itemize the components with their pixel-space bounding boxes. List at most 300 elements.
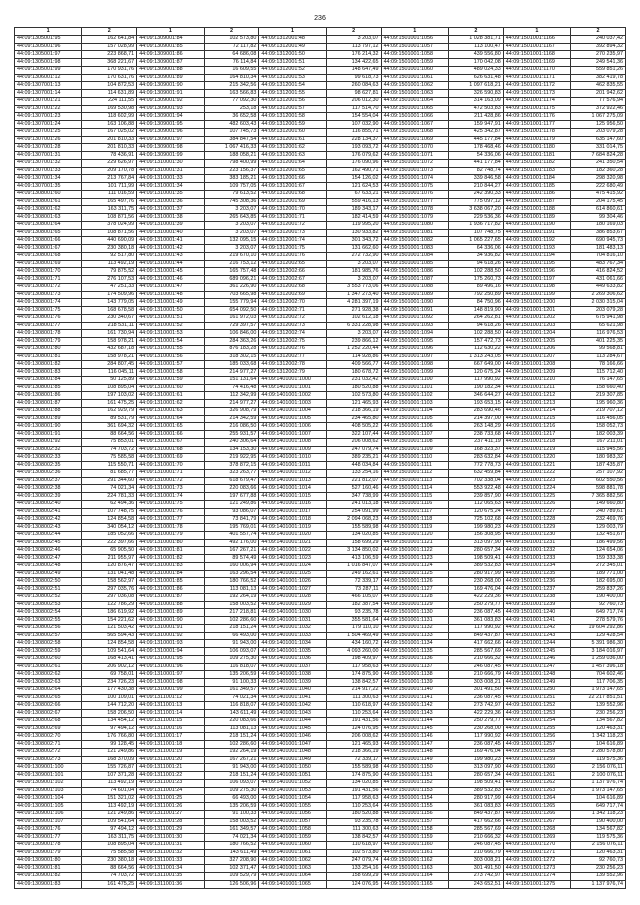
- cadastral-number-cell: 44:09:1308002:32: [15, 446, 82, 454]
- cadastral-number-cell: 44:09:1311001:19: [137, 748, 204, 756]
- cadastral-value-cell: 113 081,13: [204, 586, 259, 594]
- cadastral-value-cell: 158 660,40: [571, 384, 626, 392]
- table-row: [15, 423, 626, 431]
- cadastral-value-table: [14, 27, 626, 889]
- cadastral-value-cell: 361 083,83: [448, 803, 503, 811]
- table-row: [15, 152, 626, 160]
- cadastral-value-cell: 416 824,52: [571, 268, 626, 276]
- cadastral-value-cell: 118 602,99: [82, 113, 137, 121]
- table-row: [15, 400, 626, 408]
- cadastral-number-cell: 44:09:1312001:70: [259, 206, 326, 214]
- cadastral-value-cell: 1 252 220,44: [326, 345, 381, 353]
- cadastral-value-cell: 155 589,98: [326, 764, 381, 772]
- cadastral-number-cell: 44:09:1309001:97: [137, 136, 204, 144]
- cadastral-value-cell: 199 980,23: [448, 756, 503, 764]
- cadastral-number-cell: 44:09:1501001:1122: [381, 547, 448, 555]
- cadastral-number-cell: 44:09:1501001:1237: [503, 586, 570, 594]
- cadastral-number-cell: 44:09:1308002:55: [15, 617, 82, 625]
- cadastral-number-cell: 44:09:1501001:1274: [503, 872, 570, 880]
- cadastral-value-cell: 139 552,96: [571, 872, 626, 880]
- cadastral-number-cell: 44:09:1312001:65: [259, 167, 326, 175]
- cadastral-value-cell: 472 503,83: [448, 105, 503, 113]
- cadastral-value-cell: 482 603,43: [204, 121, 259, 129]
- cadastral-value-cell: 111 016,59: [82, 190, 137, 198]
- cadastral-value-cell: 649 717,74: [571, 609, 626, 617]
- cadastral-value-cell: 159 333,38: [571, 555, 626, 563]
- cadastral-value-cell: 169 476,04: [448, 586, 503, 594]
- cadastral-value-cell: 220 083,66: [204, 485, 259, 493]
- cadastral-number-cell: 44:09:1310001:65: [137, 423, 204, 431]
- cadastral-value-cell: 249 541,36: [571, 59, 626, 67]
- cadastral-value-cell: 182 414,59: [326, 214, 381, 222]
- cadastral-value-cell: 54 336,06: [448, 152, 503, 160]
- table-row: [15, 617, 626, 625]
- cadastral-number-cell: 44:09:1501001:1212: [503, 392, 570, 400]
- cadastral-number-cell: 44:09:1501001:1147: [381, 741, 448, 749]
- cadastral-value-cell: 120 463,31: [571, 849, 626, 857]
- cadastral-value-cell: 109 541,64: [82, 648, 137, 656]
- cadastral-number-cell: 44:09:1401001:1026: [259, 578, 326, 586]
- cadastral-value-cell: 318 302,15: [204, 353, 259, 361]
- cadastral-value-cell: 163 296,54: [204, 570, 259, 578]
- cadastral-value-cell: 462 835,55: [571, 82, 626, 90]
- cadastral-number-cell: 44:09:1308002:54: [15, 609, 82, 617]
- cadastral-number-cell: 44:09:1501001:1124: [381, 562, 448, 570]
- cadastral-value-cell: 313 097,90: [448, 764, 503, 772]
- cadastral-value-cell: 177 430,38: [82, 686, 137, 694]
- cadastral-number-cell: 44:09:1309001:105: [15, 803, 82, 811]
- cadastral-value-cell: 168 413,41: [82, 655, 137, 663]
- cadastral-number-cell: 44:09:1309001:76: [15, 826, 82, 834]
- cadastral-number-cell: 44:09:1501001:1080: [381, 221, 448, 229]
- cadastral-number-cell: 44:09:1501001:1203: [503, 322, 570, 330]
- cadastral-number-cell: 44:09:1501001:1240: [503, 609, 570, 617]
- cadastral-value-cell: 298 320,98: [571, 175, 626, 183]
- table-row: [15, 748, 626, 756]
- cadastral-number-cell: 44:09:1401001:1065: [259, 880, 326, 889]
- cadastral-value-cell: 158 978,21: [82, 338, 137, 346]
- cadastral-number-cell: 44:09:1501001:1070: [381, 144, 448, 152]
- cadastral-number-cell: 44:09:1308001:79: [15, 338, 82, 346]
- cadastral-value-cell: 223 156,37: [204, 167, 259, 175]
- cadastral-value-cell: 98 627,81: [326, 90, 381, 98]
- cadastral-value-cell: 210 666,32: [448, 655, 503, 663]
- cadastral-value-cell: 191 431,56: [326, 717, 381, 725]
- cadastral-number-cell: 44:09:1312002:73: [259, 322, 326, 330]
- cadastral-number-cell: 44:09:1401001:1010: [259, 454, 326, 462]
- cadastral-value-cell: 126 506,96: [204, 880, 259, 889]
- cadastral-value-cell: 313 097,90: [448, 539, 503, 547]
- cadastral-number-cell: 44:09:1311001:25: [137, 795, 204, 803]
- cadastral-value-cell: 117 990,92: [448, 624, 503, 632]
- cadastral-value-cell: 168 370,09: [82, 756, 137, 764]
- cadastral-value-cell: 117 990,92: [448, 733, 503, 741]
- cadastral-value-cell: 466 105,07: [326, 593, 381, 601]
- cadastral-value-cell: 161 972,03: [204, 314, 259, 322]
- cadastral-number-cell: 44:09:1310001:35: [137, 190, 204, 198]
- cadastral-number-cell: 44:09:1401001:1024: [259, 562, 326, 570]
- cadastral-value-cell: 193 653,15: [448, 400, 503, 408]
- cadastral-value-cell: 191 431,56: [326, 787, 381, 795]
- cadastral-value-cell: 129 428,54: [571, 632, 626, 640]
- cadastral-value-cell: 675 941,98: [571, 314, 626, 322]
- table-row: [15, 369, 626, 377]
- cadastral-number-cell: 44:09:1501001:1262: [503, 779, 570, 787]
- cadastral-value-cell: 272 345,01: [571, 562, 626, 570]
- cadastral-number-cell: 44:09:1501001:1104: [381, 407, 448, 415]
- cadastral-value-cell: 229 626,97: [82, 159, 137, 167]
- cadastral-number-cell: 44:09:1312001:62: [259, 144, 326, 152]
- cadastral-value-cell: 1 067 416,33: [204, 144, 259, 152]
- cadastral-number-cell: 44:09:1308002:33: [15, 454, 82, 462]
- cadastral-number-cell: 44:09:1308002:50: [15, 578, 82, 586]
- cadastral-value-cell: 186 499,56: [571, 539, 626, 547]
- cadastral-value-cell: 3 184 016,97: [571, 648, 626, 656]
- cadastral-value-cell: 178 468,46: [448, 144, 503, 152]
- cadastral-number-cell: 44:09:1501001:1140: [381, 686, 448, 694]
- cadastral-number-cell: 44:09:1501001:1155: [381, 803, 448, 811]
- cadastral-number-cell: 44:09:1401001:1048: [259, 748, 326, 756]
- cadastral-value-cell: 92 760,73: [571, 857, 626, 865]
- cadastral-number-cell: 44:09:1310001:79: [137, 531, 204, 539]
- cadastral-value-cell: 102 573,80: [326, 849, 381, 857]
- cadastral-value-cell: 448 034,84: [326, 462, 381, 470]
- cadastral-number-cell: 44:09:1501001:1126: [381, 578, 448, 586]
- cadastral-number-cell: 44:09:1501001:1270: [503, 841, 570, 849]
- cadastral-number-cell: 44:09:1501001:1089: [381, 291, 448, 299]
- cadastral-number-cell: 44:09:1308001:69: [15, 260, 82, 268]
- cadastral-value-cell: 263 148,29: [448, 423, 503, 431]
- cadastral-number-cell: 44:09:1308002:36: [15, 469, 82, 477]
- cadastral-number-cell: 44:09:1311001:20: [137, 756, 204, 764]
- cadastral-value-cell: 1 973 147,65: [571, 787, 626, 795]
- table-row: [15, 338, 626, 346]
- cadastral-number-cell: 44:09:1307001:22: [15, 105, 82, 113]
- cadastral-number-cell: 44:09:1501001:1253: [503, 710, 570, 718]
- cadastral-value-cell: 179 110,10: [326, 624, 381, 632]
- cadastral-number-cell: 44:09:1501001:1251: [503, 694, 570, 702]
- cadastral-number-cell: 44:09:1501001:1165: [381, 880, 448, 889]
- cadastral-number-cell: 44:09:1401001:1059: [259, 834, 326, 842]
- cadastral-number-cell: 44:09:1501001:1173: [503, 90, 570, 98]
- table-row: [15, 508, 626, 516]
- cadastral-number-cell: 44:09:1501001:1263: [503, 787, 570, 795]
- cadastral-number-cell: 44:09:1501001:1163: [381, 865, 448, 873]
- cadastral-value-cell: 117 514,70: [326, 105, 381, 113]
- cadastral-number-cell: 44:09:1312001:73: [259, 229, 326, 237]
- cadastral-value-cell: 124 076,95: [326, 725, 381, 733]
- cadastral-number-cell: 44:09:1312002:74: [259, 330, 326, 338]
- cadastral-value-cell: 221 812,07: [326, 477, 381, 485]
- cadastral-number-cell: 44:09:1401001:1003: [259, 400, 326, 408]
- cadastral-number-cell: 44:09:1501001:1133: [381, 632, 448, 640]
- table-row: [15, 252, 626, 260]
- cadastral-number-cell: 44:09:1308001:89: [15, 415, 82, 423]
- cadastral-value-cell: 165 497,76: [82, 198, 137, 206]
- cadastral-value-cell: 372 922,46: [571, 105, 626, 113]
- cadastral-value-cell: 154 221,62: [82, 617, 137, 625]
- cadastral-value-cell: 132 095,15: [204, 237, 259, 245]
- cadastral-value-cell: 180 520,88: [326, 810, 381, 818]
- cadastral-number-cell: 44:09:1310001:60: [137, 384, 204, 392]
- cadastral-number-cell: 44:09:1310001:57: [137, 361, 204, 369]
- cadastral-value-cell: 257 107,92: [571, 469, 626, 477]
- cadastral-number-cell: 44:09:1310001:41: [137, 237, 204, 245]
- cadastral-value-cell: 219 922,95: [204, 454, 259, 462]
- cadastral-value-cell: 161 730,94: [82, 330, 137, 338]
- cadastral-number-cell: 44:09:1501001:1066: [381, 113, 448, 121]
- cadastral-number-cell: 44:09:1310001:62: [137, 400, 204, 408]
- cadastral-number-cell: 44:09:1501001:1087: [381, 276, 448, 284]
- cadastral-value-cell: 2 156 076,11: [571, 764, 626, 772]
- table-row: [15, 314, 626, 322]
- cadastral-number-cell: 44:09:1309001:101: [15, 772, 82, 780]
- table-row: [15, 276, 626, 284]
- cadastral-value-cell: 219 670,10: [204, 252, 259, 260]
- cadastral-number-cell: 44:09:1310001:37: [137, 206, 204, 214]
- cadastral-number-cell: 44:09:1308002:64: [15, 686, 82, 694]
- cadastral-number-cell: 44:09:1401001:1029: [259, 601, 326, 609]
- cadastral-number-cell: 44:09:1308001:91: [15, 431, 82, 439]
- cadastral-number-cell: 44:09:1501001:1256: [503, 733, 570, 741]
- table-row: [15, 260, 626, 268]
- cadastral-value-cell: 66 493,00: [204, 795, 259, 803]
- cadastral-number-cell: 44:09:1401001:1035: [259, 648, 326, 656]
- cadastral-number-cell: 44:09:1309001:104: [15, 795, 82, 803]
- table-row: [15, 493, 626, 501]
- cadastral-number-cell: 44:09:1501001:1098: [381, 361, 448, 369]
- cadastral-value-cell: 113 492,19: [82, 779, 137, 787]
- cadastral-value-cell: 167 267,21: [204, 547, 259, 555]
- cadastral-number-cell: 44:09:1308002:67: [15, 710, 82, 718]
- cadastral-number-cell: 44:09:1501001:1108: [381, 438, 448, 446]
- cadastral-value-cell: 181 483,13: [571, 245, 626, 253]
- cadastral-value-cell: 106 093,07: [204, 648, 259, 656]
- cadastral-number-cell: 44:09:1501001:1216: [503, 423, 570, 431]
- cadastral-number-cell: 44:09:1501001:1146: [381, 733, 448, 741]
- table-row: [15, 524, 626, 532]
- cadastral-value-cell: 3 134 850,02: [326, 547, 381, 555]
- table-row: [15, 671, 626, 679]
- cadastral-value-cell: 211 428,86: [448, 113, 503, 121]
- cadastral-number-cell: 44:09:1501001:1194: [503, 252, 570, 260]
- cadastral-number-cell: 44:09:1501001:1072: [381, 159, 448, 167]
- cadastral-value-cell: 180 983,32: [571, 454, 626, 462]
- cadastral-value-cell: 219 307,85: [571, 392, 626, 400]
- cadastral-value-cell: 3 203,07: [326, 276, 381, 284]
- cadastral-number-cell: 44:09:1308002:57: [15, 632, 82, 640]
- cadastral-number-cell: 44:09:1308002:58: [15, 640, 82, 648]
- cadastral-value-cell: 649 717,74: [571, 803, 626, 811]
- cadastral-number-cell: 44:09:1501001:1061: [381, 74, 448, 82]
- cadastral-number-cell: 44:09:1309001:99: [137, 152, 204, 160]
- cadastral-value-cell: 876 183,28: [204, 345, 259, 353]
- cadastral-value-cell: 107 748,75: [448, 229, 503, 237]
- cadastral-value-cell: 79 613,52: [204, 190, 259, 198]
- cadastral-number-cell: 44:09:1501001:1222: [503, 469, 570, 477]
- cadastral-value-cell: 283 690,46: [448, 407, 503, 415]
- cadastral-value-cell: 775 097,12: [448, 198, 503, 206]
- cadastral-value-cell: 204 175,45: [571, 198, 626, 206]
- cadastral-value-cell: 703 665,98: [204, 291, 259, 299]
- cadastral-value-cell: 182 387,54: [326, 601, 381, 609]
- cadastral-number-cell: 44:09:1307001:28: [15, 144, 82, 152]
- cadastral-number-cell: 44:09:1501001:1079: [381, 214, 448, 222]
- cadastral-value-cell: 326 590,83: [448, 90, 503, 98]
- cadastral-number-cell: 44:09:1401001:1053: [259, 787, 326, 795]
- cadastral-number-cell: 44:09:1501001:1078: [381, 206, 448, 214]
- cadastral-number-cell: 44:09:1401001:1007: [259, 431, 326, 439]
- cadastral-value-cell: 690 945,73: [571, 237, 626, 245]
- cadastral-number-cell: 44:09:1501001:1272: [503, 857, 570, 865]
- cadastral-number-cell: 44:09:1310001:48: [137, 291, 204, 299]
- cadastral-value-cell: 113 100,47: [448, 43, 503, 51]
- table-row: [15, 245, 626, 253]
- table-row: [15, 880, 626, 889]
- cadastral-value-cell: 384 847,54: [204, 136, 259, 144]
- cadastral-value-cell: 240 789,61: [571, 508, 626, 516]
- cadastral-value-cell: 112 630,22: [448, 345, 503, 353]
- cadastral-number-cell: 44:09:1311001:23: [137, 779, 204, 787]
- cadastral-value-cell: 301 491,50: [448, 686, 503, 694]
- table-row: [15, 469, 626, 477]
- cadastral-value-cell: 124 854,58: [82, 516, 137, 524]
- cadastral-number-cell: 44:09:1310001:67: [137, 438, 204, 446]
- table-row: [15, 547, 626, 555]
- cadastral-number-cell: 44:09:1501001:1075: [381, 183, 448, 191]
- cadastral-number-cell: 44:09:1501001:1064: [381, 97, 448, 105]
- cadastral-number-cell: 44:09:1401001:1028: [259, 593, 326, 601]
- cadastral-number-cell: 44:09:1501001:1199: [503, 291, 570, 299]
- cadastral-value-cell: 74 416,48: [204, 384, 259, 392]
- cadastral-number-cell: 44:09:1310001:89: [137, 609, 204, 617]
- cadastral-number-cell: 44:09:1501001:1193: [503, 245, 570, 253]
- cadastral-value-cell: 176 766,80: [82, 733, 137, 741]
- cadastral-value-cell: 1 342 118,23: [571, 733, 626, 741]
- cadastral-number-cell: 44:09:1312001:50: [259, 51, 326, 59]
- cadastral-value-cell: 143 779,05: [82, 299, 137, 307]
- table-row: [15, 803, 626, 811]
- cadastral-number-cell: 44:09:1501001:1233: [503, 555, 570, 563]
- cadastral-value-cell: 475 415,92: [571, 190, 626, 198]
- cadastral-value-cell: 230 340,67: [82, 314, 137, 322]
- cadastral-number-cell: 44:09:1501001:1129: [381, 601, 448, 609]
- cadastral-value-cell: 224 781,33: [82, 493, 137, 501]
- cadastral-number-cell: 44:09:1401001:1054: [259, 795, 326, 803]
- cadastral-value-cell: 161 349,57: [204, 826, 259, 834]
- cadastral-number-cell: 44:09:1310001:78: [137, 524, 204, 532]
- cadastral-value-cell: 322 107,44: [326, 431, 381, 439]
- cadastral-number-cell: 44:09:1501001:1250: [503, 686, 570, 694]
- cadastral-number-cell: 44:09:1311001:29: [137, 826, 204, 834]
- cadastral-number-cell: 44:09:1501001:1093: [381, 322, 448, 330]
- cadastral-value-cell: 618 679,47: [204, 477, 259, 485]
- cadastral-value-cell: 110 618,97: [326, 841, 381, 849]
- cadastral-number-cell: 44:09:1501001:1217: [503, 431, 570, 439]
- cadastral-value-cell: 102 286,60: [204, 741, 259, 749]
- cadastral-number-cell: 44:09:1501001:1131: [381, 617, 448, 625]
- cadastral-value-cell: 1 016 847,07: [326, 562, 381, 570]
- cadastral-value-cell: 116 976,53: [571, 330, 626, 338]
- cadastral-value-cell: 109 275,30: [204, 787, 259, 795]
- cadastral-value-cell: 417 662,66: [448, 640, 503, 648]
- table-row: [15, 756, 626, 764]
- cadastral-number-cell: 44:09:1308001:78: [15, 330, 82, 338]
- cadastral-number-cell: 44:09:1501001:1166: [503, 35, 570, 43]
- cadastral-value-cell: 124 654,06: [571, 547, 626, 555]
- table-row: [15, 291, 626, 299]
- cadastral-number-cell: 44:09:1308002:35: [15, 462, 82, 470]
- cadastral-number-cell: 44:09:1401001:1017: [259, 508, 326, 516]
- cadastral-value-cell: 216 086,50: [204, 423, 259, 431]
- cadastral-value-cell: 232 469,76: [571, 516, 626, 524]
- cadastral-value-cell: 215 342,56: [204, 82, 259, 90]
- cadastral-value-cell: 192 264,19: [204, 593, 259, 601]
- cadastral-number-cell: 44:09:1501001:1221: [503, 462, 570, 470]
- cadastral-value-cell: 161 475,25: [82, 880, 137, 889]
- table-row: [15, 159, 626, 167]
- cadastral-value-cell: 197 677,88: [204, 493, 259, 501]
- cadastral-number-cell: 44:09:1501001:1207: [503, 353, 570, 361]
- cadastral-value-cell: 527 160,46: [326, 485, 381, 493]
- table-row: [15, 121, 626, 129]
- cadastral-number-cell: 44:09:1401001:1032: [259, 624, 326, 632]
- cadastral-value-cell: 16 609,55: [204, 66, 259, 74]
- cadastral-number-cell: 44:09:1310001:70: [137, 462, 204, 470]
- cadastral-value-cell: 272 732,90: [326, 252, 381, 260]
- cadastral-value-cell: 97 494,12: [82, 725, 137, 733]
- cadastral-number-cell: 44:09:1307001:35: [15, 183, 82, 191]
- cadastral-number-cell: 44:09:1501001:1144: [381, 717, 448, 725]
- column-header: 2: [571, 28, 626, 36]
- cadastral-number-cell: 44:09:1401001:1025: [259, 570, 326, 578]
- cadastral-number-cell: 44:09:1501001:1105: [381, 415, 448, 423]
- cadastral-number-cell: 44:09:1401001:1045: [259, 725, 326, 733]
- cadastral-number-cell: 44:09:1501001:1106: [381, 423, 448, 431]
- cadastral-number-cell: 44:09:1501001:1188: [503, 206, 570, 214]
- cadastral-value-cell: 75 853,01: [82, 438, 137, 446]
- cadastral-value-cell: 216 753,12: [204, 260, 259, 268]
- cadastral-value-cell: 176 214,32: [326, 51, 381, 59]
- cadastral-value-cell: 389 235,21: [326, 454, 381, 462]
- cadastral-value-cell: 117 958,63: [326, 663, 381, 671]
- table-row: [15, 733, 626, 741]
- cadastral-number-cell: 44:09:1305001:95: [15, 35, 82, 43]
- cadastral-number-cell: 44:09:1501001:1178: [503, 128, 570, 136]
- table-row: [15, 624, 626, 632]
- cadastral-number-cell: 44:09:1501001:1067: [381, 121, 448, 129]
- cadastral-value-cell: 124 854,58: [82, 640, 137, 648]
- cadastral-number-cell: 44:09:1307001:26: [15, 136, 82, 144]
- cadastral-number-cell: 44:09:1501001:1156: [381, 810, 448, 818]
- cadastral-value-cell: 383 185,21: [204, 175, 259, 183]
- cadastral-value-cell: 2 030 315,04: [571, 299, 626, 307]
- cadastral-value-cell: 131 662,60: [326, 245, 381, 253]
- cadastral-number-cell: 44:09:1308002:39: [15, 493, 82, 501]
- cadastral-value-cell: 122 786,29: [82, 601, 137, 609]
- cadastral-value-cell: 417 662,66: [448, 818, 503, 826]
- cadastral-value-cell: 113 284,67: [571, 353, 626, 361]
- cadastral-value-cell: 284 363,26: [204, 338, 259, 346]
- cadastral-number-cell: 44:09:1310001:50: [137, 307, 204, 315]
- cadastral-value-cell: 167 211,01: [571, 438, 626, 446]
- table-row: [15, 640, 626, 648]
- cadastral-value-cell: 654 092,50: [204, 307, 259, 315]
- cadastral-value-cell: 297 036,08: [82, 593, 137, 601]
- cadastral-number-cell: 44:09:1311001:27: [137, 810, 204, 818]
- cadastral-number-cell: 44:09:1401001:1039: [259, 679, 326, 687]
- cadastral-number-cell: 44:09:1310001:98: [137, 679, 204, 687]
